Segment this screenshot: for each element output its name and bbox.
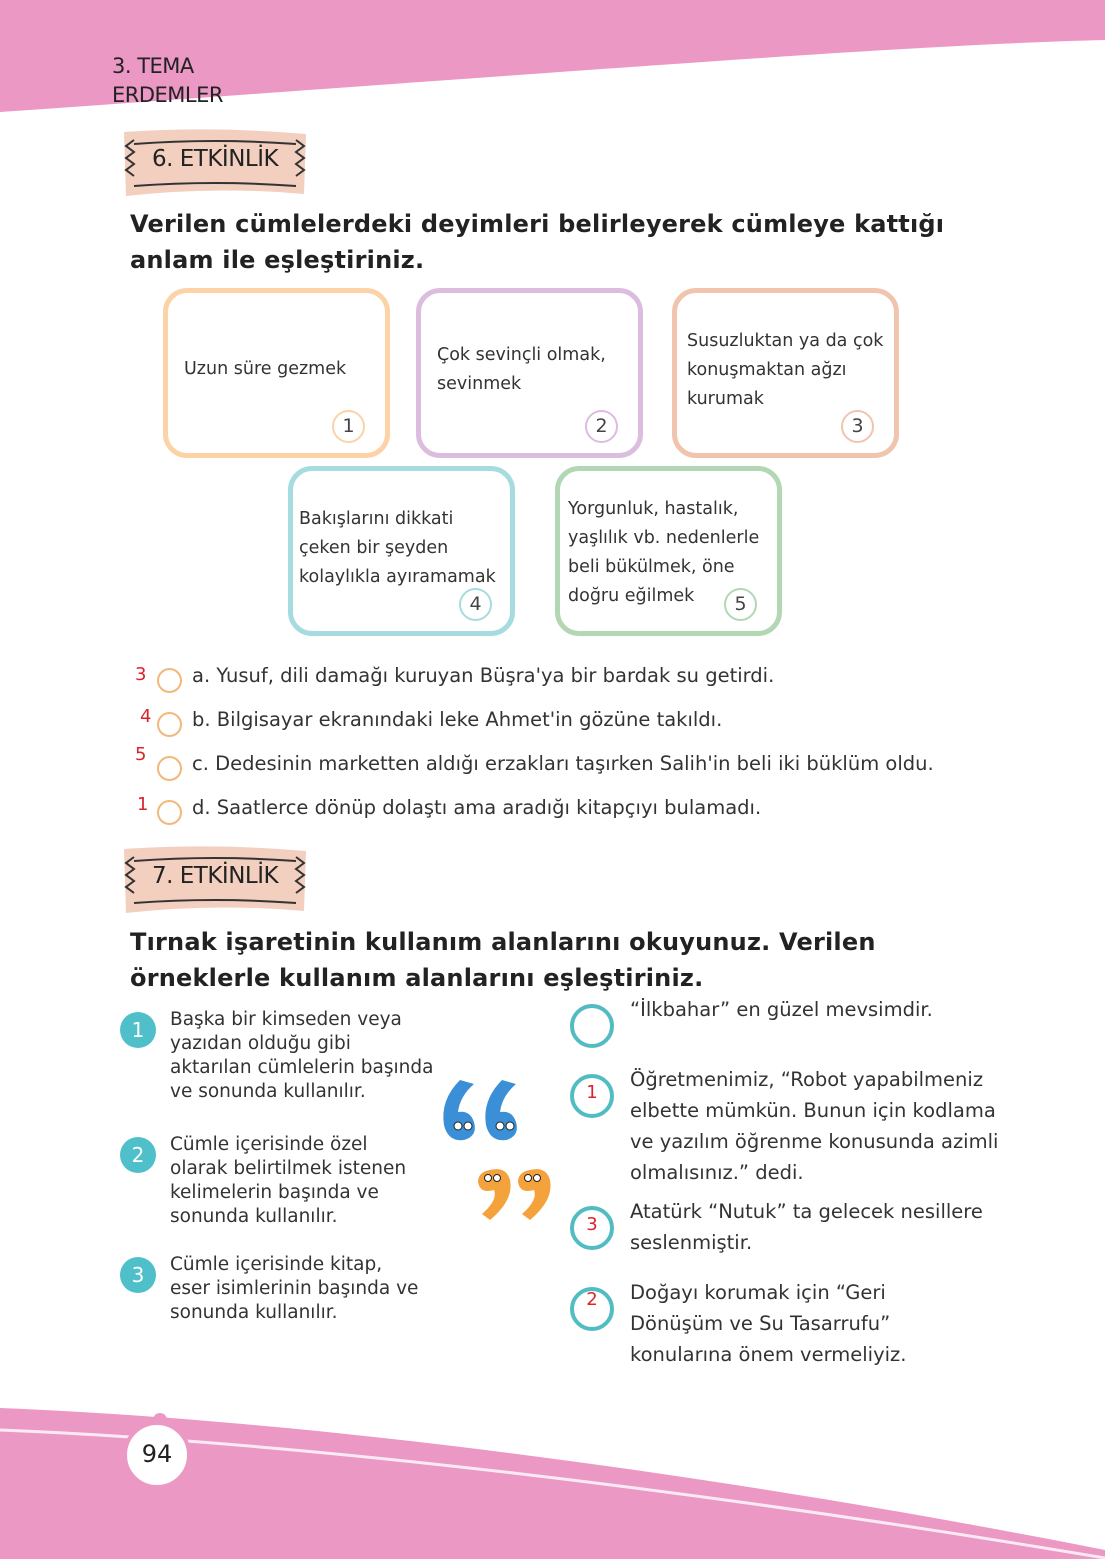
quotation-marks-illustration — [430, 1070, 575, 1250]
unit-label: ERDEMLER — [112, 83, 223, 107]
meaning-box-4 — [288, 466, 515, 636]
sentence-text: a. Yusuf, dili damağı kuruyan Büşra'ya bir bardak su getirdi. — [192, 664, 775, 687]
meaning-number: 2 — [585, 410, 618, 443]
activity7-instruction: Tırnak işaretinin kullanım alanlarını okuyunuz. Verilen örneklerle kullanım alanlarını eşleştiriniz. — [130, 928, 876, 992]
example-answer-circle[interactable] — [570, 1287, 614, 1331]
meaning-number: 1 — [332, 410, 365, 443]
page-number: 94 — [141, 1440, 173, 1468]
example-answer-circle[interactable] — [570, 1074, 614, 1118]
meaning-text: Yorgunluk, hastalık, yaşlılık vb. nedenlerle beli bükülmek, öne doğru eğilmek — [568, 499, 760, 606]
theme-label: 3. TEMA — [112, 54, 194, 78]
meaning-text: Çok sevinçli olmak, sevinmek — [437, 345, 606, 394]
meaning-number: 4 — [459, 588, 492, 621]
meaning-text: Bakışlarını dikkati çeken bir şeyden kolaylıkla ayıramamak — [299, 509, 496, 587]
sentence-b — [130, 708, 950, 738]
example-text: Öğretmenimiz, “Robot yapabilmeniz elbette mümkün. Bunun için kodlama ve yazılım öğrenme konusunda azimli olmalısınız.” dedi. — [630, 1068, 999, 1184]
use-number: 2 — [120, 1137, 156, 1173]
answer-circle[interactable] — [157, 800, 182, 825]
meaning-box-3 — [672, 288, 899, 458]
activity7-banner — [120, 845, 310, 915]
sentence-text: b. Bilgisayar ekranındaki leke Ahmet'in gözüne takıldı. — [192, 708, 723, 731]
sentence-a — [130, 664, 950, 694]
meaning-number: 5 — [724, 588, 757, 621]
sentence-d — [130, 796, 950, 826]
sentence-text: d. Saatlerce dönüp dolaştı ama aradığı kitapçıyı bulamadı. — [192, 796, 762, 819]
meaning-text: Susuzluktan ya da çok konuşmaktan ağzı kurumak — [687, 331, 884, 409]
answer-mark: 2 — [586, 1289, 598, 1310]
answer-mark: 5 — [135, 744, 147, 765]
answer-circle[interactable] — [157, 712, 182, 737]
activity6-instruction: Verilen cümlelerdeki deyimleri belirleyerek cümleye kattığı anlam ile eşleştiriniz. — [130, 210, 945, 274]
activity7-title: 7. ETKİNLİK — [152, 863, 279, 889]
meaning-box-2 — [416, 288, 643, 458]
activity6-title: 6. ETKİNLİK — [152, 146, 279, 172]
example-answer-circle[interactable] — [570, 1004, 614, 1048]
meaning-box-1 — [163, 288, 390, 458]
use-text: Cümle içerisinde kitap, eser isimlerinin başında ve sonunda kullanılır. — [170, 1254, 419, 1323]
footer-band — [0, 1400, 1105, 1559]
answer-circle[interactable] — [157, 756, 182, 781]
sentence-text: c. Dedesinin marketten aldığı erzakları taşırken Salih'in beli iki büklüm oldu. — [192, 752, 934, 775]
use-text: Cümle içerisinde özel olarak belirtilmek istenen kelimelerin başında ve sonunda kullanılır. — [170, 1134, 407, 1227]
sentence-c — [130, 744, 950, 782]
use-number: 3 — [120, 1257, 156, 1293]
answer-mark: 3 — [586, 1214, 598, 1235]
use-text: Başka bir kimseden veya yazıdan olduğu gibi aktarılan cümlelerin başında ve sonunda kullanılır. — [170, 1009, 434, 1102]
meaning-text: Uzun süre gezmek — [184, 359, 347, 379]
meaning-number: 3 — [841, 410, 874, 443]
answer-mark: 3 — [135, 664, 147, 685]
answer-mark: 1 — [137, 794, 149, 815]
example-text: “İlkbahar” en güzel mevsimdir. — [630, 998, 933, 1021]
answer-mark: 1 — [586, 1082, 598, 1103]
meaning-box-5 — [555, 466, 782, 636]
example-answer-circle[interactable] — [570, 1206, 614, 1250]
example-text: Atatürk “Nutuk” ta gelecek nesillere seslenmiştir. — [630, 1200, 983, 1254]
answer-circle[interactable] — [157, 668, 182, 693]
answer-mark: 4 — [140, 706, 152, 727]
activity6-banner — [120, 128, 310, 198]
use-number: 1 — [120, 1012, 156, 1048]
example-text: Doğayı korumak için “Geri Dönüşüm ve Su Tasarrufu” konularına önem vermeliyiz. — [630, 1281, 907, 1366]
